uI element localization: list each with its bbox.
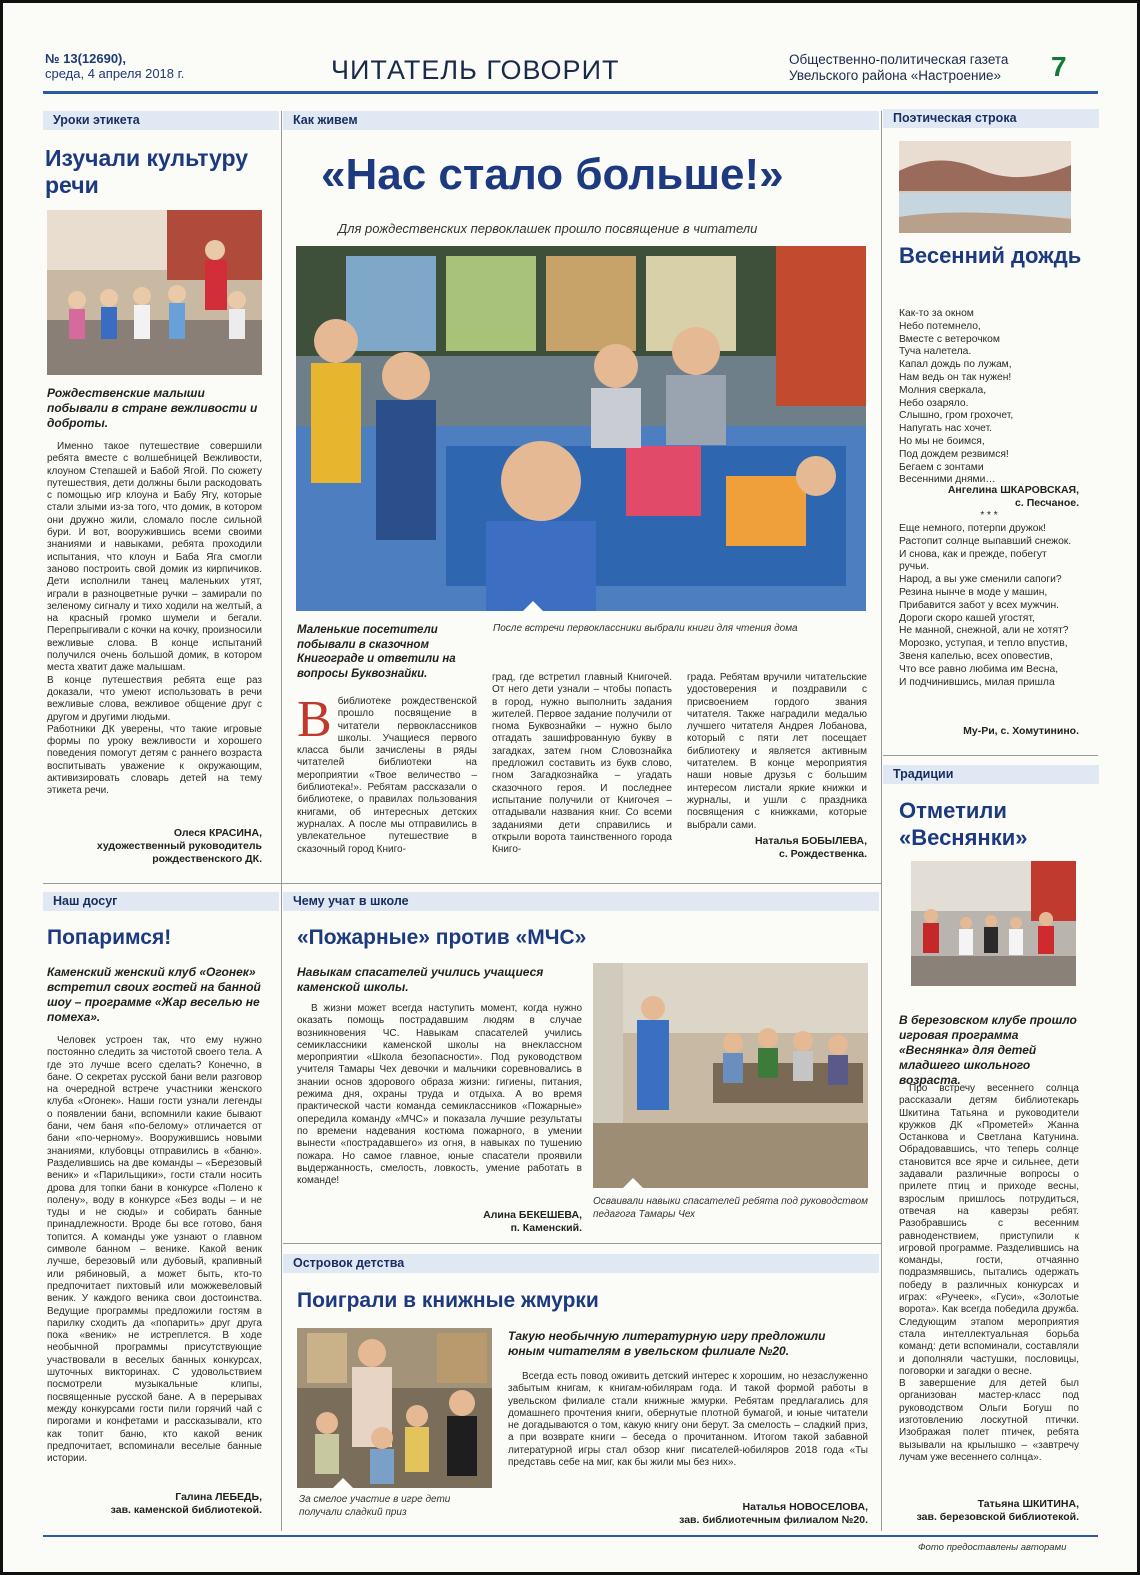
author-place: п. Каменский. (510, 1222, 582, 1234)
poem-signature-1 (899, 484, 1079, 510)
row-divider-right (883, 755, 1098, 756)
side-caption-library: Маленькие посетители побывали в сказочном Книгограде и ответили на вопросы Буквознайки. (297, 624, 456, 680)
article-body-firefighters: В жизни может всегда наступить момент, когда нужно оказать помощь пострадавшим людям в случае возникновения ЧС. Навыкам спасателей учились семиклассники каменской школы на внеклассном мероприятии «Школа безопасности». Под руководством учителя Тамары Чех девочки и мальчики соревновались в знании основ здорового образа жизни: гигиены, питания, режима дня, охраны труда и отдыха. А во время практической части команда семиклассников «Пожарные» опередила команду «МЧС» и показала лучшие результаты по времени надевания костюма пожарного, в умении вынести «пострадавшего» из огня, в навыках по тушению пожара. Но самое главное, юные спасатели проявили выдержанность, смелость, ловкость, умение работать в команде! (297, 1003, 582, 1187)
photo-spring-landscape (899, 141, 1071, 233)
article-text-col-1: библиотеке рождественской прошло посвящение в читатели первоклассников школы. Учащиеся первого класса были зачислены в ряды читателей библиотеки на мероприятии «Твое величество – библиотека!». Ребятам рассказали о библиотеке, о правилах пользования книгами, об интересных детских журналах. А после мы отправились в увлекательное путешествие в сказочный город Книго- (297, 696, 477, 855)
photo-library-children (296, 246, 866, 611)
author-name: Алина БЕКЕШЕВА, (483, 1209, 582, 1221)
article-body-speech: Именно такое путешествие совершили ребята вместе с волшебницей Вежливости, клоуном Степашей и Бабой Ягой. По сюжету путешествия, дети должны были раскодовать с помощью игр клоуна и Бабу Ягу, которые стали злыми из-за того, что домик, в котором они дружно жили, сломало после сильной бури. И вот, вооружившись всеми своими знаниями и навыками, ребята проходили испытания, что клоун и Баба Яга смогли заново построить свой домик из кирпичиков. Дети исполнили танец маленьких утят, играли в разноцветные ручки – замирали по зеленому сигналу и тихо ходили на желтый, а на красный громко шумели и бегали. Перепрыгивали с кочки на кочку, произносили вежливые слова. В конце испытаний получился очень большой домик, в котором места хватит даже малышам. В конце путешествия ребята еще раз доказали, что умеют использовать в речи вежливые слова, вежливое общение друг с другом и другими людьми. Работники ДК уверены, что такие игровые формы по уроку вежливости и хорошего поведения помогут детям с раннего возраста воспитывать уважение к окружающим, активизировать словарь детей на тему этикета речи. (47, 441, 262, 797)
rubric-leisure: Наш досуг (43, 892, 279, 911)
article-title-book-blindman: Поиграли в книжные жмурки (297, 1289, 599, 1312)
rubric-poetry: Поэтическая строка (883, 109, 1099, 128)
rubric-traditions: Традиции (883, 765, 1099, 784)
article-signature-firefighters (297, 1209, 582, 1235)
caption-marker (523, 601, 543, 611)
rubric-etiquette: Уроки этикета (43, 111, 279, 130)
article-body-vesnyanki: Про встречу весеннего солнца рассказали детям библиотекарь Шкитина Татьяна и руководители кружков ДК «Прометей» Жанна Останкова и Светлана Катунина. Обрадовавшись, что теперь солнце становится все ярче и сильнее, дети задавали различные вопросы о прилете птиц и приходе весны, взрослым пришлось потрудиться, отвечая на каверзы ребят. Разобравшись с весенним равноденствием, приступили к игровой программе. Разделившись на команды, гости, отчаянно подразмявшись, пытались одержать победу в различных конкурсах и играх: «Ручеек», «Гуси», «Золотые ворота». Как всегда победила дружба. Следующим этапом мероприятия стала интеллектуальная борьба команд: дети вспоминали, составляли и дополняли частушки, пословицы, поговорки и загадки о весне. В завершение для детей был организован мастер-класс под руководством Ольги Богуш по изготовлению лоскутной птички. Изображая полет птичек, ребята вызывали на крылышко – «завтречу лучам уже весеннего солнца». (899, 1083, 1079, 1463)
article-title-more-of-us: «Нас стало больше!» (321, 150, 784, 199)
poem-separator: * * * (980, 510, 998, 521)
rubric-how-we-live: Как живем (283, 111, 879, 130)
poem-title: Весенний дождь (899, 243, 1082, 268)
article-col-2: град, где встретил главный Книгочей. От него дети узнали – чтобы попасть в город, нужно выполнить задания жителей. Первое задание получили от гнома Буквознайки – нужно было отгадать зашифрованную букву в загадках, затем гном Словознайка предложил составить из букв слово, гном Загадкознайка – угадать сказочного героя. И последнее испытание получили от Книгочея – отгадывали названия книг. Со всеми заданиями дети справились и открыли ворота таинственного города Книго- (492, 672, 672, 856)
poem-text-2: Еще немного, потерпи дружок! Растопит солнце выпавший снежок. И снова, как и прежде, побегут ручьи. Народ, а вы уже сменили сапоги? Резина нынче в моде у машин, Прибавится забот у всех мужчин. Дороги скоро кашей угостят, Не манной, снежной, али не хотят? Морозко, уступая, и тепло впустив, Звеня капелью, всех оповестив, Что все равно любима им Весна, И подчинившись, милая пришла (899, 523, 1072, 688)
caption-marker (623, 1178, 643, 1188)
poem-author-2: Му-Ри, с. Хомутинино. (963, 725, 1079, 737)
author-name: Наталья НОВОСЕЛОВА, (742, 1501, 868, 1513)
author-role: зав. березовской библиотекой. (916, 1511, 1079, 1523)
article-lead-book-game: Такую необычную литературную игру предложили юным читателям в увельском филиале №20. (508, 1329, 826, 1358)
poem-place-1: с. Песчаное. (1015, 497, 1079, 509)
photo-caption-book-game: За смелое участие в игре дети получали сладкий приз (299, 1494, 451, 1518)
paper-line-2: Увельского района «Настроение» (789, 68, 1002, 83)
issue-date: среда, 4 апреля 2018 г. (45, 66, 185, 81)
caption-marker (333, 1478, 353, 1488)
photo-credit: Фото предоставлены авторами (918, 1542, 1067, 1553)
photo-school-safety (593, 963, 868, 1188)
rubric-school: Чему учат в школе (283, 892, 879, 911)
article-lead-vesnyanki: В березовском клубе прошло игровая программа «Веснянка» для детей младшего школьного возраста. (899, 1013, 1077, 1087)
footer-rule (43, 1535, 1098, 1537)
article-col-3: града. Ребятам вручили читательские удостоверения и поздравили с присвоением гордого звания читателя. Также наградили медалью лучшего читателя Андрея Лобанова, который с пяти лет посещает библиотеку и является активным читателем. В конце мероприятия наши новые друзья с большим интересом листали яркие книжки и журналы, и ушли с праздника посвящения с книжками, которые выбрали сами. (687, 672, 867, 831)
paper-line-1: Общественно-политическая газета (789, 52, 1009, 67)
article-signature-speech (47, 827, 262, 866)
photo-vesnyanki (911, 861, 1076, 986)
photo-caption-library: После встречи первоклассники выбрали книги для чтения дома (493, 623, 798, 634)
header-rule (43, 91, 1098, 94)
row-divider-middle (43, 883, 881, 884)
paper-name (789, 52, 1008, 84)
column-divider-left (281, 111, 282, 1531)
author-role: зав. каменской библиотекой. (110, 1504, 262, 1516)
poem-author-1: Ангелина ШКАРОВСКАЯ, (947, 484, 1079, 496)
article-signature-vesnyanki (899, 1498, 1079, 1524)
column-divider-right (881, 111, 882, 1531)
photo-caption-school: Осваивали навыки спасателей ребята под руководством педагога Тамары Чех (593, 1196, 869, 1220)
article-lead-speech: Рождественские малыши побывали в стране вежливости и доброты. (47, 386, 258, 430)
page-number: 7 (1051, 51, 1067, 82)
section-title: ЧИТАТЕЛЬ ГОВОРИТ (331, 55, 620, 85)
article-lead-firefighters: Навыкам спасателей учились учащиеся каменской школы. (297, 965, 544, 994)
article-body-banya: Человек устроен так, что ему нужно постоянно следить за чистотой своего тела. А где это лучше всего сделать? Конечно, в бане. О секретах русской бани вели разговор на очередной встрече участники женского клуба «Огонек». Наши гости узнали легенды о появлении бани, вспомнили какие бывают бани, чем баня «по-белому» отличается от бани «по-черному». Вооружившись новыми знаниями, клубовцы отправились в «баню». Разделившись на две команды – «Березовый веник» и «Парильщики», гости стали носить дрова для топки бани в конкурсе «Полено к полену», воду в конкурсе «Без воды – и не туды и не сюды» и собирать банные принадлежности. Вроде бы все готово, баня топится. А команды уже узнают о главном символе банном – венике. Какой веник лучше, березовый или дубовый, крапивный или рябиновый, а может быть, кто-то предпочитает пихтовый или можжевеловый веник. У каждого веника свои достоинства. Ведущие программы предложили гостям в парилку сходить да «попарить» друг друга пока «веник» не истреплется. В ходе необычной программы присутствующие участвовали в веселых банных конкурсах, шуточных викторинах. С удовольствием посмотрели музыкальные клипы, посвященные русской бане. А в перерывах между конкурсами гости пили горячий чай с пирогами и конфетами и рассказывали, кто как топит баню, кто какой веник предпочитает, вспоминали веселые банные истории. (47, 1035, 262, 1465)
author-name: Наталья БОБЫЛЕВА, (754, 835, 867, 847)
issue-number: № 13(12690), (45, 51, 126, 66)
article-signature-book-game (508, 1501, 868, 1527)
poem-text-1: Как-то за окном Небо потемнело, Вместе с ветерочком Туча налетела. Капал дождь по лужам, Нам ведь он так нужен! Молния сверкала, Небо озаряло. Слышно, гром грохочет, Напугать нас хочет. Но мы не боимся, Под дождем резвимся! Бегаем с зонтами Весенними днями… (899, 308, 1014, 486)
rubric-childhood: Островок детства (283, 1254, 879, 1273)
article-body-book-game: Всегда есть повод оживить детский интерес к хорошим, но незаслуженно забытым книгам, к книгам-юбилярам года. И такой формой работы в увельском филиале стали книжные жмурки. Ребятам предлагались для домашнего прочтения книги, обернутые плотной бумагой, и юные читатели не догадываются о том, какую книгу они берут. За смелость – сладкий приз, а при возврате книги – беседа о прочитанном. Итогом такой забавной литературной игры стал обзор книг писателей-юбиляров 2018 года «Ты представь себе на миг, как бы жили мы без них». (508, 1371, 868, 1469)
author-role: зав. библиотечным филиалом №20. (679, 1514, 868, 1526)
article-title-vesnyanki: Отметили «Веснянки» (899, 798, 1028, 850)
article-signature-library (687, 835, 867, 861)
article-lead-banya: Каменский женский клуб «Огонек» встретил своих гостей на банной шоу – программе «Жар веселью не помеха». (47, 965, 261, 1024)
row-divider-bottom (283, 1243, 881, 1244)
author-name: Галина ЛЕБЕДЬ, (175, 1491, 262, 1503)
issue-info (45, 51, 184, 81)
article-col-1 (297, 691, 477, 856)
photo-kids-dancing (47, 210, 262, 375)
article-subtitle: Для рождественских первоклашек прошло посвящение в читатели (338, 221, 758, 236)
author-name: Олеся КРАСИНА, (173, 827, 262, 839)
drop-cap: В (297, 691, 332, 748)
author-name: Татьяна ШКИТИНА, (977, 1498, 1079, 1510)
photo-book-game (297, 1328, 492, 1488)
author-role: художественный руководитель рождественского ДК. (96, 840, 262, 865)
article-title-firefighters: «Пожарные» против «МЧС» (297, 926, 587, 949)
author-place: с. Рождественка. (779, 848, 867, 860)
article-title-banya: Попаримся! (47, 926, 172, 949)
article-signature-banya (47, 1491, 262, 1517)
article-title-speech: Изучали культуру речи (45, 145, 249, 198)
